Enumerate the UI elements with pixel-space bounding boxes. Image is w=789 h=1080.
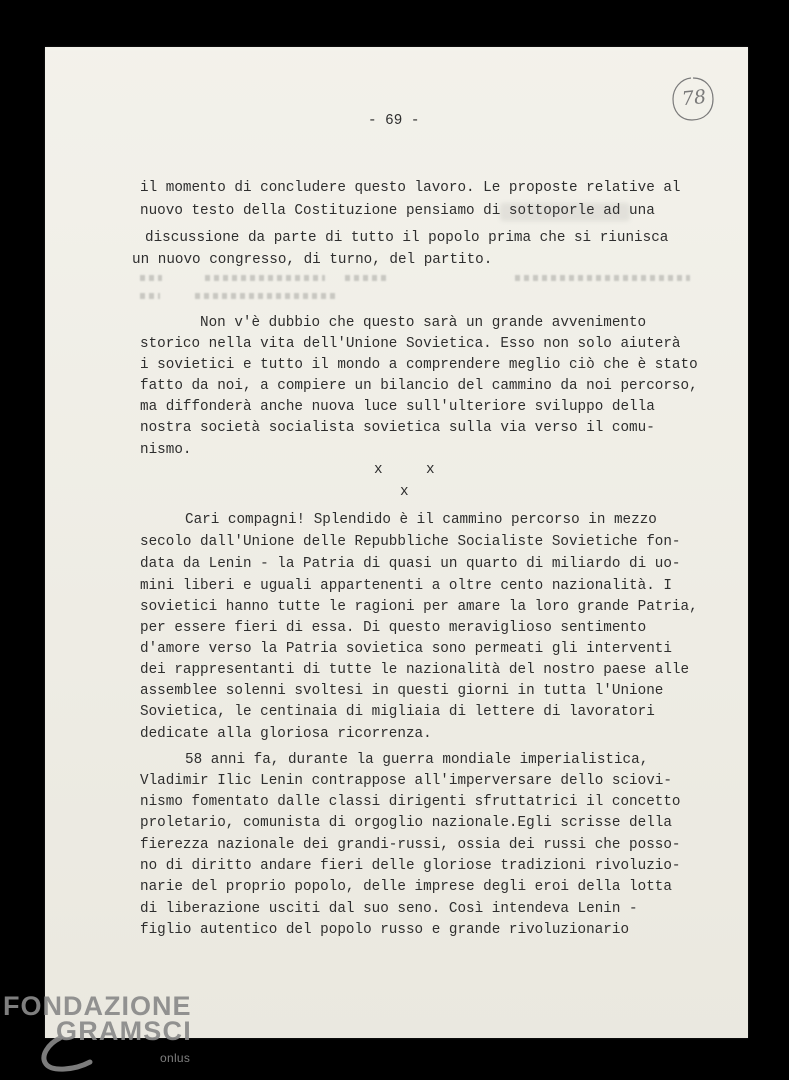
- erased-text-segment: [205, 275, 325, 281]
- section-separator-mark: x: [374, 462, 383, 478]
- watermark-swirl-icon: [30, 1030, 110, 1075]
- text-line: dedicate alla gloriosa ricorrenza.: [140, 726, 432, 742]
- text-line: Non v'è dubbio che questo sarà un grande avvenimento: [200, 315, 647, 331]
- text-line: figlio autentico del popolo russo e grande rivoluzionario: [140, 922, 630, 938]
- text-line: assemblee solenni svoltesi in questi giorni in tutta l'Unione: [140, 683, 664, 699]
- text-line: mini liberi e uguali appartenenti a oltre cento nazionalità. I: [140, 578, 672, 594]
- text-line: 58 anni fa, durante la guerra mondiale imperialistica,: [185, 752, 649, 768]
- margin-note-number: 78: [680, 85, 708, 111]
- text-line: sovietici hanno tutte le ragioni per amare la loro grande Patria,: [140, 599, 698, 615]
- text-line: dei rappresentanti di tutte le nazionalità del nostro paese alle: [140, 662, 690, 678]
- text-line: nismo fomentato dalle classi dirigenti sfruttatrici il concetto: [140, 794, 681, 810]
- text-line: nostra società socialista sovietica sulla via verso il comu-: [140, 420, 655, 436]
- section-separator-mark: x: [426, 462, 435, 478]
- text-line: secolo dall'Unione delle Repubbliche Socialiste Sovietiche fon-: [140, 534, 681, 550]
- text-line: data da Lenin - la Patria di quasi un quarto di miliardo di uo-: [140, 556, 681, 572]
- text-line: Sovietica, le centinaia di migliaia di lettere di lavoratori: [140, 704, 655, 720]
- page-number: - 69 -: [368, 113, 420, 129]
- text-line: fatto da noi, a compiere un bilancio del cammino da noi percorso,: [140, 378, 698, 394]
- erased-text-segment: [140, 293, 160, 299]
- text-line: narie del proprio popolo, delle imprese degli eroi della lotta: [140, 879, 672, 895]
- text-line: Vladimir Ilic Lenin contrappose all'imperversare dello sciovi-: [140, 773, 672, 789]
- text-line: proletario, comunista di orgoglio nazionale.Egli scrisse della: [140, 815, 672, 831]
- erased-text-segment: [140, 275, 162, 281]
- watermark-suffix: onlus: [160, 1051, 191, 1065]
- text-line: di liberazione usciti dal suo seno. Così intendeva Lenin -: [140, 901, 638, 917]
- text-line: nuovo testo della Costituzione pensiamo di sottoporle ad una: [140, 203, 655, 219]
- section-separator-mark: x: [400, 484, 409, 500]
- text-line: ma diffonderà anche nuova luce sull'ulteriore sviluppo della: [140, 399, 655, 415]
- text-line: i sovietici e tutto il mondo a comprendere meglio ciò che è stato: [140, 357, 698, 373]
- watermark-logo-line1: FONDAZIONE: [3, 991, 192, 1021]
- text-line: nismo.: [140, 442, 192, 458]
- text-line: il momento di concludere questo lavoro. Le proposte relative al: [140, 180, 681, 196]
- erased-text-segment: [345, 275, 390, 281]
- text-line: d'amore verso la Patria sovietica sono permeati gli interventi: [140, 641, 672, 657]
- erased-text-segment: [195, 293, 335, 299]
- document-page: [45, 47, 748, 1038]
- overtype-smudge: [500, 203, 630, 221]
- text-line: storico nella vita dell'Unione Sovietica. Esso non solo aiuterà: [140, 336, 681, 352]
- erased-text-segment: [515, 275, 690, 281]
- text-line: un nuovo congresso, di turno, del partito.: [132, 252, 493, 268]
- text-line: fierezza nazionale dei grandi-russi, ossia dei russi che posso-: [140, 837, 681, 853]
- text-line: no di diritto andare fieri delle gloriose tradizioni rivoluzio-: [140, 858, 681, 874]
- text-line: discussione da parte di tutto il popolo prima che si riunisca: [145, 230, 669, 246]
- text-line: Cari compagni! Splendido è il cammino percorso in mezzo: [185, 512, 657, 528]
- watermark-logo-line2: GRAMSCI: [56, 1016, 192, 1046]
- text-line: per essere fieri di essa. Di questo meraviglioso sentimento: [140, 620, 647, 636]
